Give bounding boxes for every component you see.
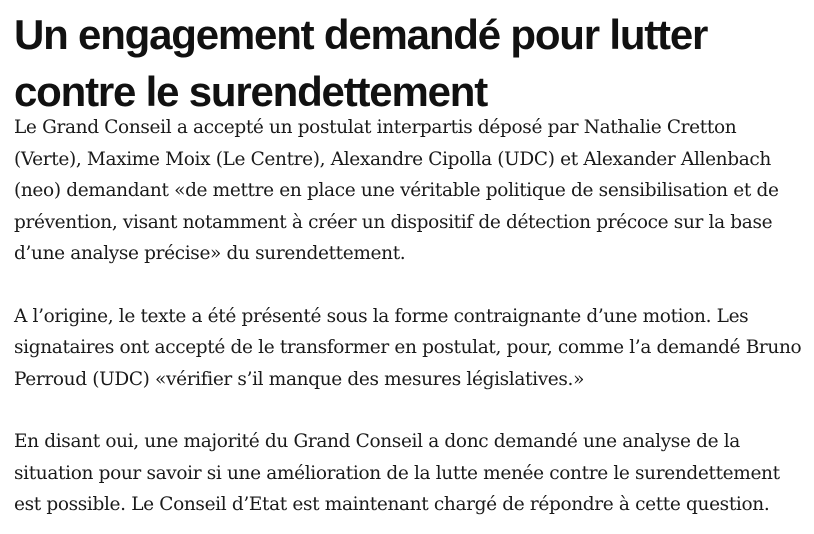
article-title: Un engagement demandé pour lutter contre le surendettement bbox=[14, 11, 708, 115]
article-paragraph-2: A l’origine, le texte a été présenté sous la forme contraignante d’une motion. Les signataires ont accepté de le transformer en postulat, pour, comme l’a demandé Bruno Perroud (UDC) «vérifier s’il manque des mesures législatives.» bbox=[14, 305, 802, 390]
article-paragraph-1: Le Grand Conseil a accepté un postulat interpartis déposé par Nathalie Cretton (Verte), Maxime Moix (Le Centre), Alexandre Cipolla (UDC) et Alexander Allenbach (neo) demandant «de mettre en place une véritable politique de sensibilisation et de prévention, visant notamment à créer un dispositif de détection précoce sur la base d’une analyse précise» du surendettement. bbox=[14, 117, 779, 264]
article bbox=[14, 0, 804, 521]
article-paragraph-3: En disant oui, une majorité du Grand Conseil a donc demandé une analyse de la situation pour savoir si une amélioration de la lutte menée contre le surendettement est possible. Le Conseil d’Etat est maintenant chargé de répondre à cette question. bbox=[14, 431, 780, 515]
